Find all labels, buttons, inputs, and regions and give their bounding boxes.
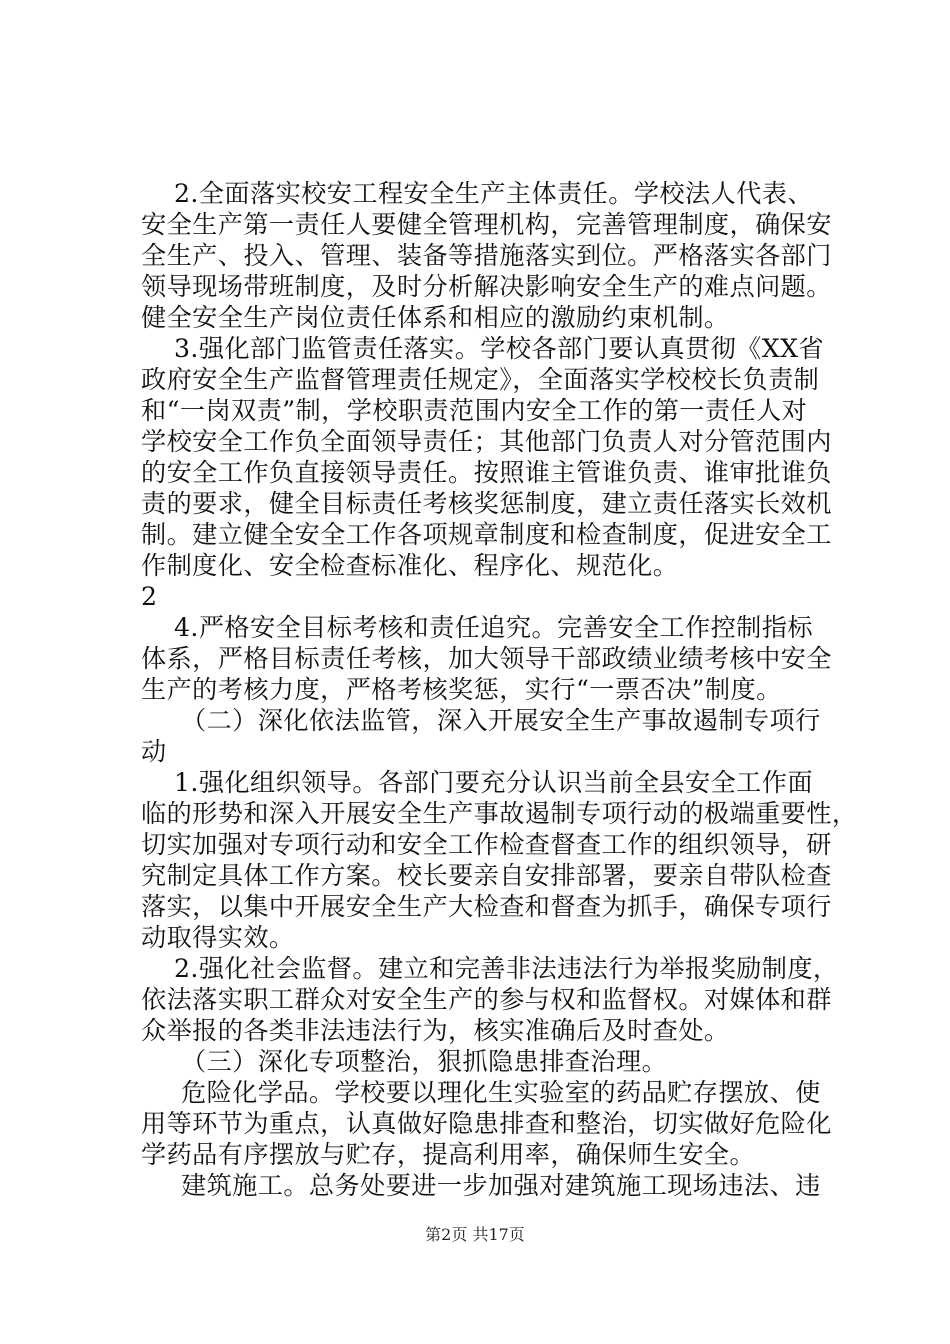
text-line: 2.强化社会监督。建立和完善非法违法行为举报奖励制度， bbox=[174, 954, 839, 983]
text-line: 制。建立健全安全工作各项规章制度和检查制度，促进安全工 bbox=[141, 520, 832, 549]
text-line: 全生产、投入、管理、装备等措施落实到位。严格落实各部门 bbox=[141, 241, 832, 270]
text-line: 用等环节为重点，认真做好隐患排查和整治，切实做好危险化 bbox=[141, 1109, 832, 1138]
text-line: 学校安全工作负全面领导责任；其他部门负责人对分管范围内 bbox=[141, 427, 832, 456]
text-line: 究制定具体工作方案。校长要亲自安排部署，要亲自带队检查 bbox=[141, 861, 832, 890]
text-line: 众举报的各类非法违法行为，核实准确后及时查处。 bbox=[141, 1016, 730, 1045]
text-line: 切实加强对专项行动和安全工作检查督查工作的组织领导，研 bbox=[141, 830, 832, 859]
text-line: 3.强化部门监管责任落实。学校各部门要认真贯彻《XX省 bbox=[174, 334, 825, 363]
text-line: 依法落实职工群众对安全生产的参与权和监督权。对媒体和群 bbox=[141, 985, 832, 1014]
page-footer bbox=[0, 1222, 950, 1245]
text-line: 领导现场带班制度，及时分析解决影响安全生产的难点问题。 bbox=[141, 272, 832, 301]
section-heading: （三）深化专项整治，狠抓隐患排查治理。 bbox=[181, 1047, 668, 1076]
text-line: 政府安全生产监督管理责任规定》，全面落实学校校长负责制 bbox=[141, 365, 820, 394]
text-line: 4.严格安全目标考核和责任追究。完善安全工作控制指标 bbox=[174, 613, 813, 642]
text-line: 体系，严格目标责任考核，加大领导干部政绩业绩考核中安全 bbox=[141, 644, 832, 673]
text-line: 2.全面落实校安工程安全生产主体责任。学校法人代表、 bbox=[174, 179, 813, 208]
text-line: 落实，以集中开展安全生产大检查和督查为抓手，确保专项行 bbox=[141, 892, 832, 921]
text-line: 作制度化、安全检查标准化、程序化、规范化。 bbox=[141, 551, 679, 580]
page-number-inline: 2 bbox=[141, 582, 158, 611]
text-line: 建筑施工。总务处要进一步加强对建筑施工现场违法、违 bbox=[181, 1171, 821, 1200]
text-line: 动取得实效。 bbox=[141, 923, 295, 952]
text-line: 责的要求，健全目标责任考核奖惩制度，建立责任落实长效机 bbox=[141, 489, 832, 518]
text-line: 和“一岗双责”制，学校职责范围内安全工作的第一责任人对 bbox=[141, 396, 808, 425]
section-heading: （二）深化依法监管，深入开展安全生产事故遏制专项行 bbox=[181, 706, 821, 735]
text-line: 安全生产第一责任人要健全管理机构，完善管理制度，确保安 bbox=[141, 210, 832, 239]
page-counter: 第2页 共17页 bbox=[425, 1225, 525, 1244]
text-line: 危险化学品。学校要以理化生实验室的药品贮存摆放、使 bbox=[181, 1078, 821, 1107]
section-heading-continued: 动 bbox=[141, 737, 167, 766]
text-line: 的安全工作负直接领导责任。按照谁主管谁负责、谁审批谁负 bbox=[141, 458, 832, 487]
document-body bbox=[141, 178, 858, 1201]
text-line: 生产的考核力度，严格考核奖惩，实行“一票否决”制度。 bbox=[141, 675, 782, 704]
text-line: 健全安全生产岗位责任体系和相应的激励约束机制。 bbox=[141, 303, 730, 332]
text-line: 临的形势和深入开展安全生产事故遏制专项行动的极端重要性， bbox=[141, 799, 858, 828]
text-line: 学药品有序摆放与贮存，提高利用率，确保师生安全。 bbox=[141, 1140, 756, 1169]
text-line: 1.强化组织领导。各部门要充分认识当前全县安全工作面 bbox=[174, 768, 813, 797]
